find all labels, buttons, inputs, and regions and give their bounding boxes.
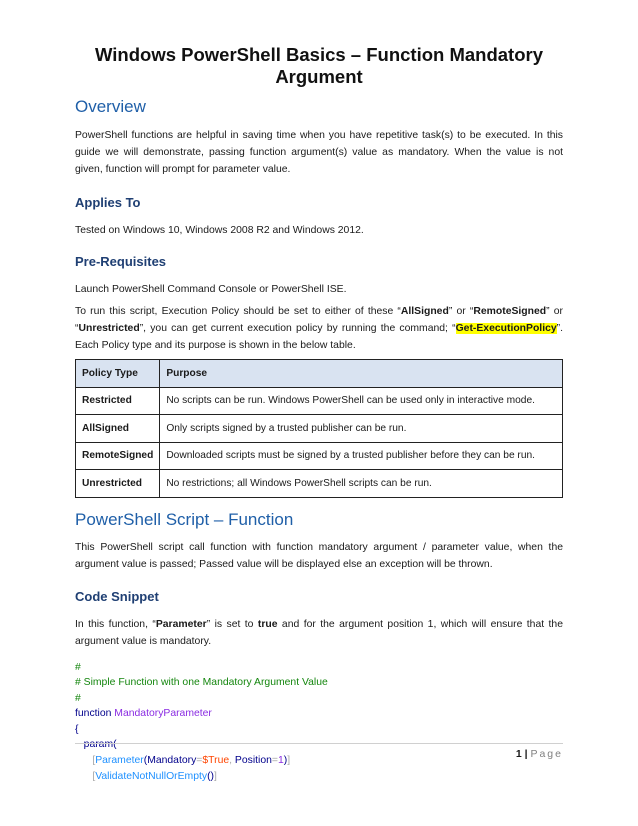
table-header-row	[76, 360, 563, 388]
code-block	[75, 660, 563, 785]
table-row	[76, 387, 563, 415]
code-line: # Simple Function with one Mandatory Argument Value	[75, 677, 328, 689]
policy-type-cell: RemoteSigned	[76, 442, 160, 470]
prereq-text-2: To run this script, Execution Policy should be set to either of these “AllSigned” or “RemoteSigned” or “Unrestricted”, you can get current execution policy by running the command; “Get-ExecutionPolicy”. Each Policy type and its purpose is shown in the below table.	[75, 306, 563, 351]
footer-separator: |	[521, 748, 531, 760]
code-line: #	[75, 661, 81, 673]
highlighted-command: Get-ExecutionPolicy	[455, 323, 557, 334]
code-line: [ValidateNotNullOrEmpty()]	[92, 770, 217, 782]
policy-purpose-cell: No scripts can be run. Windows PowerShell can be used only in interactive mode.	[160, 387, 563, 415]
page-label: Page	[530, 748, 563, 760]
code-line: [Parameter(Mandatory=$True, Position=1)]	[92, 755, 291, 767]
table-row	[76, 415, 563, 443]
page-number: 1	[515, 748, 522, 760]
script-section-text: This PowerShell script call function with function mandatory argument / parameter value, when the argument value is passed; Passed value will be displayed else an exception will be thrown.	[75, 541, 563, 570]
code-line: #	[75, 692, 81, 704]
code-line: function MandatoryParameter	[75, 708, 212, 720]
prereq-text-1: Launch PowerShell Command Console or PowerShell ISE.	[75, 284, 347, 295]
overview-heading: Overview	[75, 97, 146, 116]
code-snippet-heading: Code Snippet	[75, 588, 159, 604]
policy-type-cell: Unrestricted	[76, 470, 160, 498]
code-line: param(	[75, 739, 117, 751]
prereq-heading: Pre-Requisites	[75, 254, 167, 269]
code-line: {	[75, 723, 79, 735]
applies-to-heading: Applies To	[75, 195, 141, 210]
policy-purpose-cell: Only scripts signed by a trusted publisher can be run.	[160, 415, 563, 443]
page-footer	[75, 743, 563, 760]
script-section-heading: PowerShell Script – Function	[75, 509, 294, 529]
code-snippet-text: In this function, “Parameter” is set to true and for the argument position 1, which will ensure that the argument value is mandatory.	[75, 618, 563, 647]
policy-type-cell: AllSigned	[76, 415, 160, 443]
policy-purpose-cell: No restrictions; all Windows PowerShell scripts can be run.	[160, 470, 563, 498]
overview-text: PowerShell functions are helpful in saving time when you have repetitive task(s) to be executed. In this guide we will demonstrate, passing function argument(s) value as mandatory. When the value is not given, function will prompt for parameter value.	[75, 130, 563, 175]
document-title: Windows PowerShell Basics – Function Mandatory Argument	[94, 44, 544, 87]
table-row	[76, 442, 563, 470]
policy-purpose-cell: Downloaded scripts must be signed by a trusted publisher before they can be run.	[160, 442, 563, 470]
table-header-cell: Purpose	[160, 360, 563, 388]
policy-type-cell: Restricted	[76, 387, 160, 415]
policy-table	[75, 359, 563, 498]
applies-to-text: Tested on Windows 10, Windows 2008 R2 and Windows 2012.	[75, 225, 364, 236]
table-row	[76, 470, 563, 498]
table-header-cell: Policy Type	[76, 360, 160, 388]
